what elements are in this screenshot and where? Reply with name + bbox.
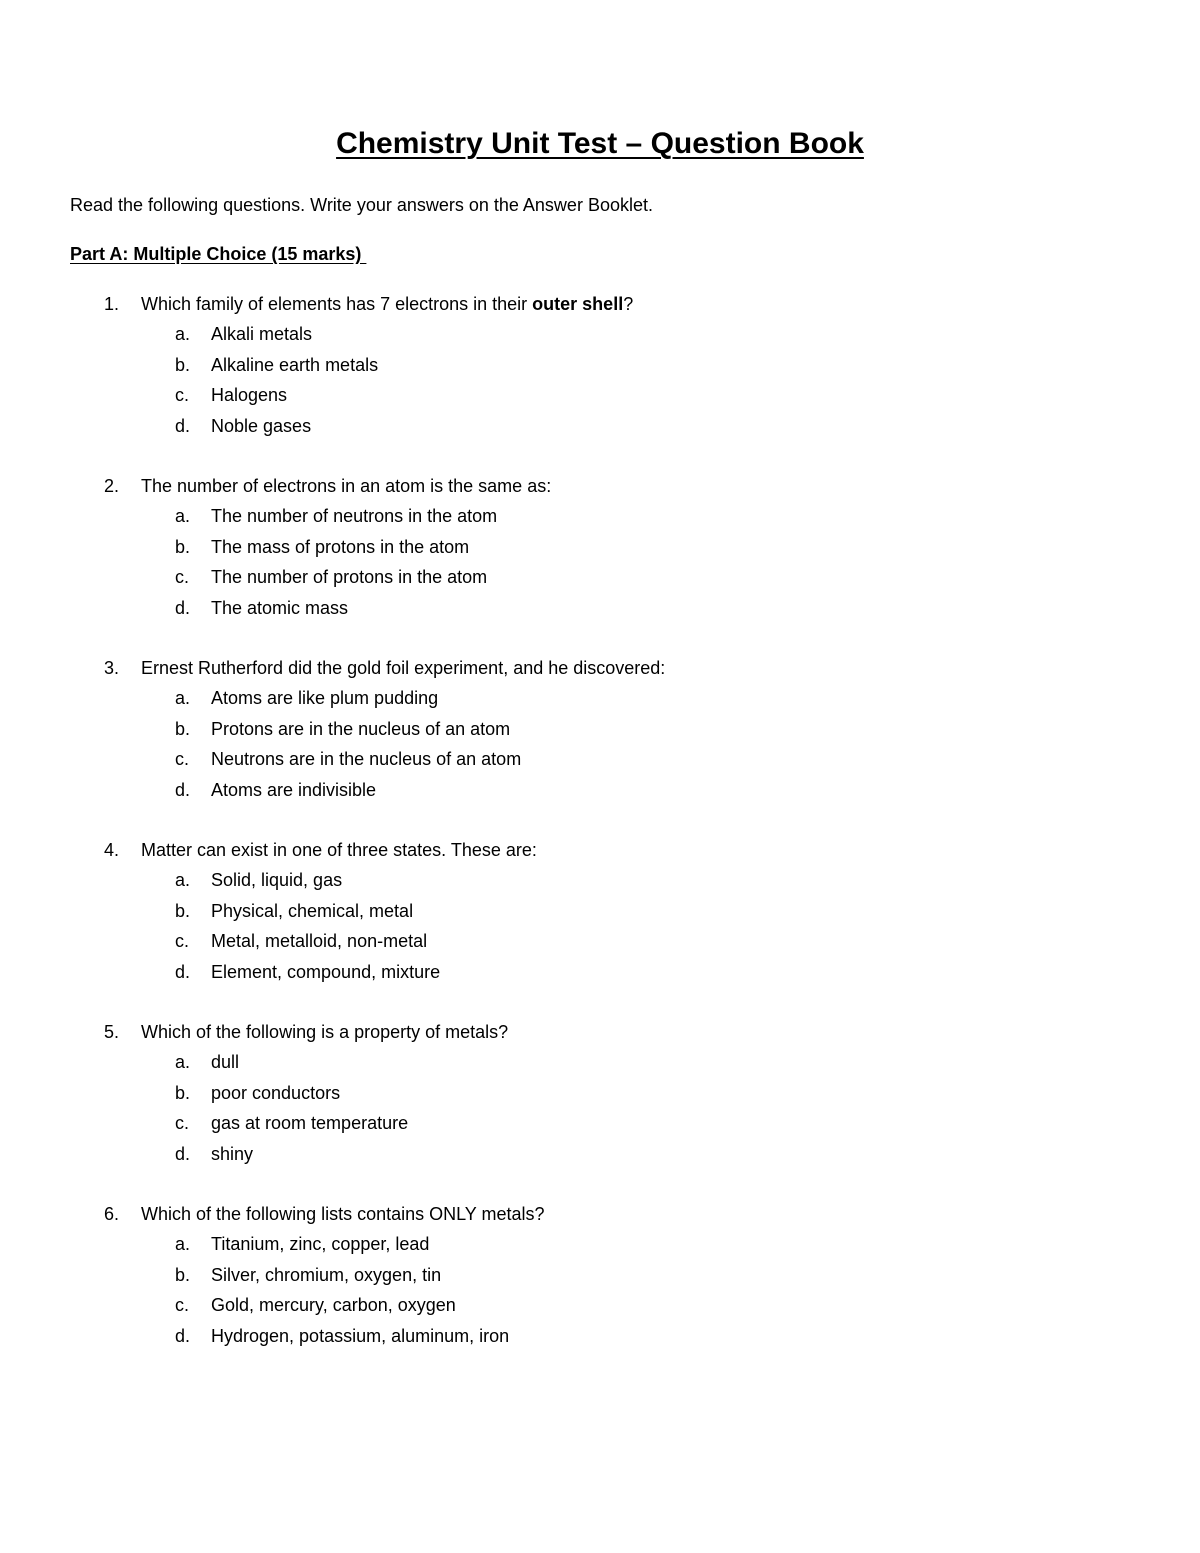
part-a-heading: Part A: Multiple Choice (15 marks) bbox=[70, 244, 367, 264]
answer-option bbox=[0, 1231, 1200, 1261]
option-text: Protons are in the nucleus of an atom bbox=[211, 718, 511, 739]
answer-option bbox=[0, 534, 1200, 564]
question-number: 5. bbox=[104, 1022, 120, 1042]
option-letter: d. bbox=[175, 1325, 191, 1346]
option-letter: c. bbox=[175, 1295, 190, 1316]
option-text: Alkali metals bbox=[211, 324, 313, 345]
option-letter: b. bbox=[175, 900, 191, 921]
answer-option bbox=[0, 777, 1200, 807]
question-stem bbox=[0, 1019, 1200, 1049]
answer-option bbox=[0, 928, 1200, 958]
question-text: Ernest Rutherford did the gold foil experiment, and he discovered: bbox=[141, 658, 666, 678]
option-letter: d. bbox=[175, 961, 191, 982]
option-letter: c. bbox=[175, 931, 190, 952]
option-letter: a. bbox=[175, 506, 191, 527]
option-text: Solid, liquid, gas bbox=[211, 870, 343, 891]
answer-option bbox=[0, 352, 1200, 382]
option-text: Gold, mercury, carbon, oxygen bbox=[211, 1295, 456, 1316]
option-text: Atoms are indivisible bbox=[211, 779, 377, 800]
question-stem bbox=[0, 473, 1200, 503]
option-letter: a. bbox=[175, 870, 191, 891]
answer-option bbox=[0, 1292, 1200, 1322]
question-item bbox=[0, 837, 1200, 989]
answer-option bbox=[0, 382, 1200, 412]
question-number: 2. bbox=[104, 476, 120, 496]
question-text: The number of electrons in an atom is the same as: bbox=[141, 476, 552, 496]
question-item bbox=[0, 1019, 1200, 1171]
answer-option bbox=[0, 1080, 1200, 1110]
question-item bbox=[0, 655, 1200, 807]
answer-option bbox=[0, 746, 1200, 776]
option-text: Element, compound, mixture bbox=[211, 961, 441, 982]
question-number: 6. bbox=[104, 1204, 120, 1224]
question-item bbox=[0, 473, 1200, 625]
option-text: Alkaline earth metals bbox=[211, 354, 379, 375]
option-letter: b. bbox=[175, 354, 191, 375]
option-letter: c. bbox=[175, 749, 190, 770]
option-text: The number of protons in the atom bbox=[211, 567, 488, 588]
option-letter: d. bbox=[175, 779, 191, 800]
option-letter: b. bbox=[175, 718, 191, 739]
option-letter: a. bbox=[175, 688, 191, 709]
option-text: The number of neutrons in the atom bbox=[211, 506, 498, 527]
emphasis-text: outer shell bbox=[532, 294, 624, 314]
option-text: Silver, chromium, oxygen, tin bbox=[211, 1264, 442, 1285]
option-letter: c. bbox=[175, 385, 190, 406]
answer-option bbox=[0, 321, 1200, 351]
question-text: Which of the following is a property of metals? bbox=[141, 1022, 509, 1042]
answer-option bbox=[0, 1049, 1200, 1079]
option-text: The mass of protons in the atom bbox=[211, 536, 470, 557]
answer-option bbox=[0, 898, 1200, 928]
option-text: Metal, metalloid, non-metal bbox=[211, 931, 428, 952]
option-letter: c. bbox=[175, 1113, 190, 1134]
answer-option bbox=[0, 1323, 1200, 1353]
question-stem bbox=[0, 1201, 1200, 1231]
answer-option bbox=[0, 503, 1200, 533]
answer-option bbox=[0, 959, 1200, 989]
question-text: Which of the following lists contains ONLY metals? bbox=[141, 1204, 545, 1224]
answer-option bbox=[0, 867, 1200, 897]
question-number: 4. bbox=[104, 840, 120, 860]
option-letter: b. bbox=[175, 1082, 191, 1103]
answer-option bbox=[0, 685, 1200, 715]
question-stem bbox=[0, 837, 1200, 867]
answer-option bbox=[0, 564, 1200, 594]
option-letter: d. bbox=[175, 415, 191, 436]
option-text: Physical, chemical, metal bbox=[211, 900, 414, 921]
question-item bbox=[0, 1201, 1200, 1353]
option-text: shiny bbox=[211, 1143, 254, 1164]
option-text: The atomic mass bbox=[211, 597, 349, 618]
answer-option bbox=[0, 595, 1200, 625]
option-letter: a. bbox=[175, 1052, 191, 1073]
option-text: gas at room temperature bbox=[211, 1113, 409, 1134]
option-letter: b. bbox=[175, 1264, 191, 1285]
answer-option bbox=[0, 413, 1200, 443]
question-text: Matter can exist in one of three states. These are: bbox=[141, 840, 537, 860]
option-text: poor conductors bbox=[211, 1082, 341, 1103]
option-text: Hydrogen, potassium, aluminum, iron bbox=[211, 1325, 510, 1346]
answer-option bbox=[0, 1262, 1200, 1292]
question-stem bbox=[0, 291, 1200, 321]
question-item bbox=[0, 291, 1200, 443]
answer-option bbox=[0, 1141, 1200, 1171]
option-text: Neutrons are in the nucleus of an atom bbox=[211, 749, 522, 770]
answer-option bbox=[0, 716, 1200, 746]
option-text: Halogens bbox=[211, 385, 288, 406]
option-letter: c. bbox=[175, 567, 190, 588]
option-text: dull bbox=[211, 1052, 240, 1073]
option-text: Titanium, zinc, copper, lead bbox=[211, 1234, 430, 1255]
option-letter: b. bbox=[175, 536, 191, 557]
option-text: Atoms are like plum pudding bbox=[211, 688, 439, 709]
question-stem bbox=[0, 655, 1200, 685]
instructions-text: Read the following questions. Write your answers on the Answer Booklet. bbox=[70, 195, 653, 215]
option-letter: d. bbox=[175, 1143, 191, 1164]
option-letter: d. bbox=[175, 597, 191, 618]
question-number: 1. bbox=[104, 294, 120, 314]
option-text: Noble gases bbox=[211, 415, 312, 436]
page-title: Chemistry Unit Test – Question Book bbox=[336, 127, 864, 160]
option-letter: a. bbox=[175, 324, 191, 345]
answer-option bbox=[0, 1110, 1200, 1140]
option-letter: a. bbox=[175, 1234, 191, 1255]
question-number: 3. bbox=[104, 658, 120, 678]
question-text: Which family of elements has 7 electrons in their outer shell? bbox=[141, 294, 634, 314]
